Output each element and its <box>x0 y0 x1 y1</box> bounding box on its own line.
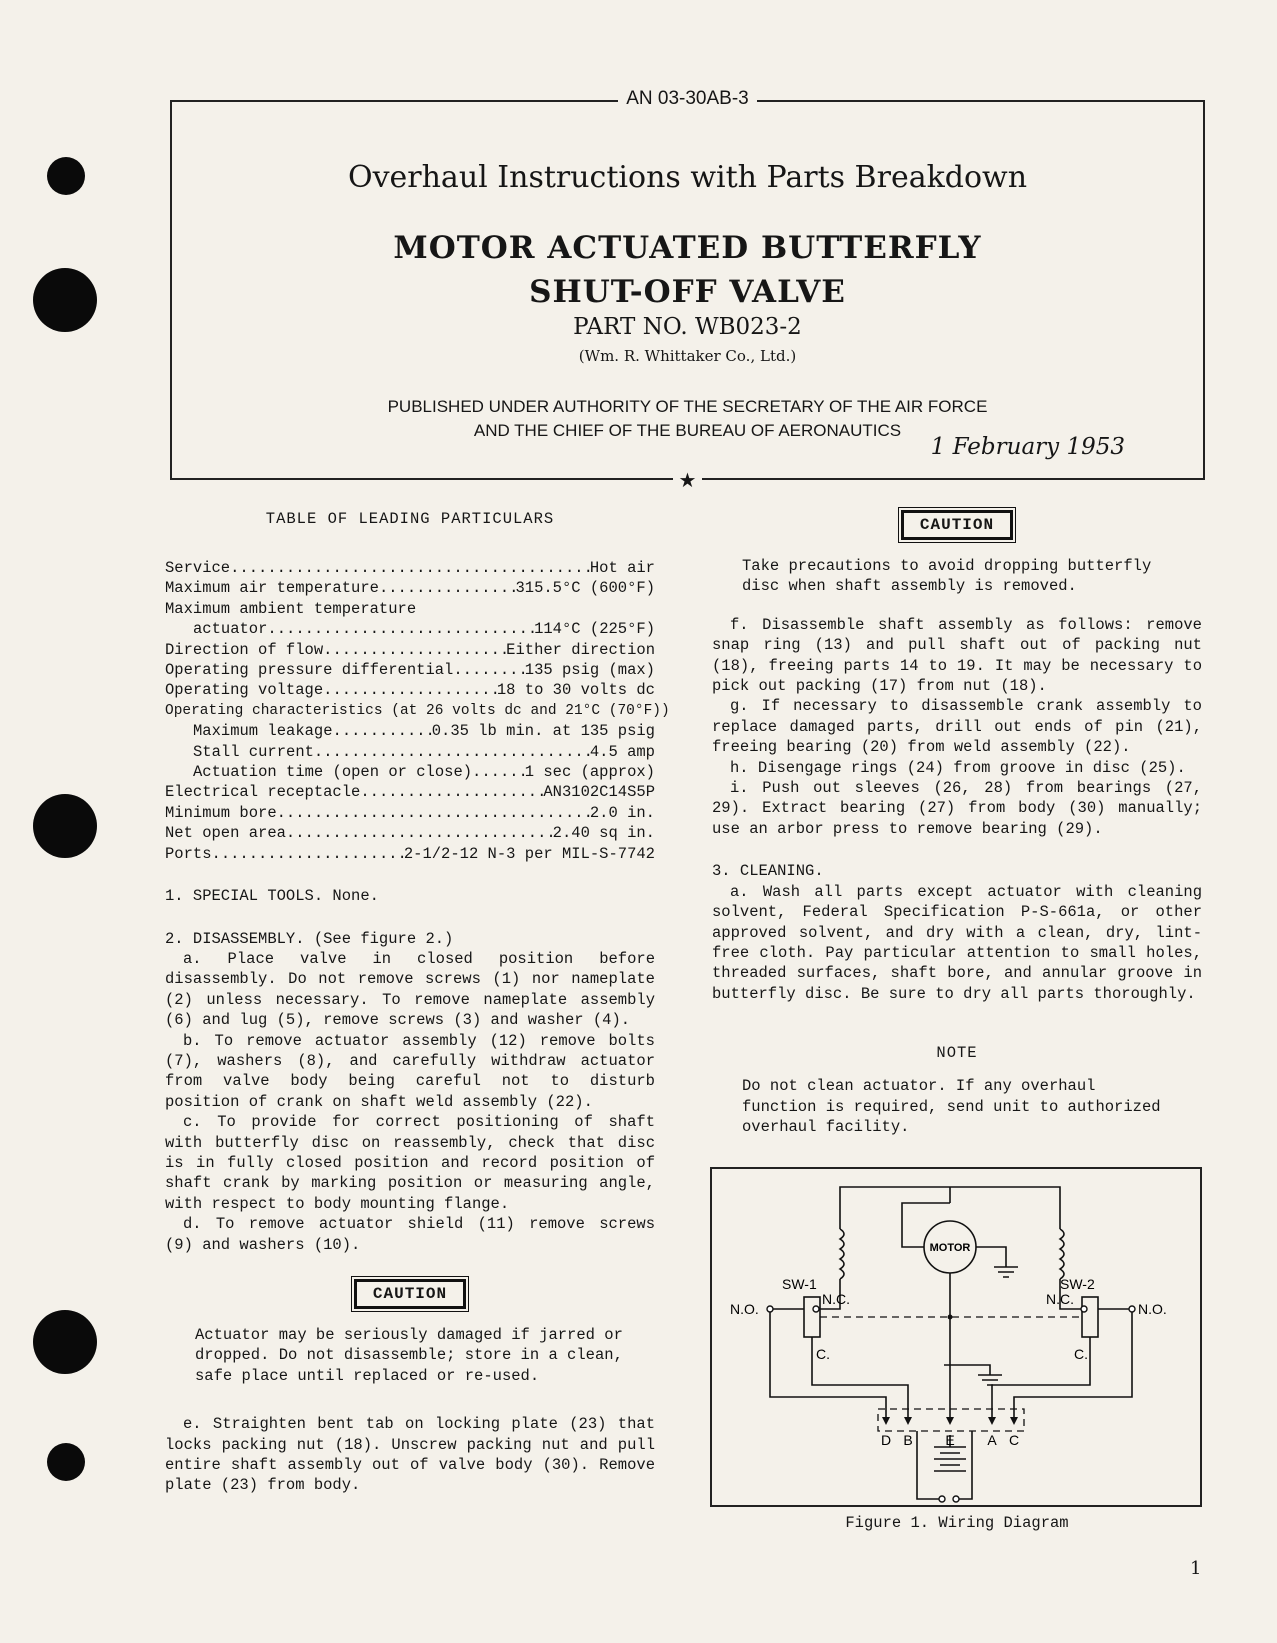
particular-row: Actuation time (open or close) ..... 1 sec (approx) <box>165 762 655 782</box>
disassembly-step-b: b. To remove actuator assembly (12) remove bolts (7), washers (8), and carefully withdraw actuator from valve body being careful not to disturb position of crank on shaft weld assembly (22). <box>165 1031 655 1111</box>
particular-row: Maximum ambient temperature <box>165 599 417 618</box>
pin-d-label: D <box>880 1432 892 1448</box>
note-label: NOTE <box>936 1044 978 1063</box>
disassembly-step-f: f. Disassemble shaft assembly as follows: remove snap ring (13) and pull shaft out of packing nut (18), freeing parts 14 to 19. It may be necessary to pick out packing (17) from nut (18). <box>712 615 1202 696</box>
title-block <box>170 88 1205 492</box>
binder-hole <box>33 268 97 332</box>
figure-caption: Figure 1. Wiring Diagram <box>845 1514 1069 1532</box>
motor-label: MOTOR <box>929 1242 971 1254</box>
sw1-normally-open-label: N.O. <box>730 1301 759 1317</box>
publication-date: 1 February 1953 <box>930 434 1125 460</box>
caution-text: Actuator may be seriously damaged if jarred or dropped. Do not disassemble; store in a clean, safe place until replaced or re-used. <box>195 1326 623 1385</box>
page-number: 1 <box>1190 1558 1202 1579</box>
right-column <box>712 510 1202 1137</box>
particular-row: Maximum leakage ..... 0.35 lb min. at 135 psig <box>165 721 655 741</box>
wiring-diagram-svg <box>712 1169 1200 1505</box>
binder-hole <box>33 1310 97 1374</box>
particular-row: Ports ..... 2-1/2-12 N-3 per MIL-S-7742 <box>165 844 655 864</box>
caution-label: CAUTION <box>901 510 1013 540</box>
cleaning-heading: 3. CLEANING. <box>712 862 824 881</box>
document-number: AN 03-30AB-3 <box>618 88 757 109</box>
leading-particulars-heading: TABLE OF LEADING PARTICULARS <box>265 510 555 528</box>
sw1-normally-closed-label: N.C. <box>822 1291 850 1307</box>
caution-label: CAUTION <box>354 1279 466 1309</box>
sw2-label: SW-2 <box>1060 1276 1095 1292</box>
disassembly-step-i: i. Push out sleeves (26, 28) from bearings (27, 29). Extract bearing (27) from body (30) manually; use an arbor press to remove bearing (29). <box>712 779 1202 838</box>
disassembly-step-d: d. To remove actuator shield (11) remove screws (9) and washers (10). <box>165 1215 655 1254</box>
particular-row: Net open area ..... 2.40 sq in. <box>165 823 655 843</box>
sw2-normally-closed-label: N.C. <box>1046 1291 1074 1307</box>
cleaning-step-a: a. Wash all parts except actuator with cleaning solvent, Federal Specification P-S-661a, or other approved solvent, and dry with a clean, dry, lint-free cloth. Pay particular attention to small holes, threaded surfaces, shaft bore, and annular groove in butterfly disc. Be sure to dry all parts thoroughly. <box>712 882 1202 1003</box>
part-number: PART NO. WB023-2 <box>573 314 802 340</box>
disassembly-step-c: c. To provide for correct positioning of shaft with butterfly disc on reassembly, check that disc is in fully closed position and record position of shaft crank by marking position or measuring angle, with respect to body mounting flange. <box>165 1113 655 1213</box>
pin-c-label: C <box>1008 1432 1020 1448</box>
pin-b-label: B <box>903 1432 913 1448</box>
disassembly-heading: 2. DISASSEMBLY. (See figure 2.) <box>165 929 454 948</box>
manufacturer: (Wm. R. Whittaker Co., Ltd.) <box>578 347 797 365</box>
document-subtitle: Overhaul Instructions with Parts Breakdown <box>347 160 1028 195</box>
document-title-line2: SHUT-OFF VALVE <box>529 274 846 310</box>
pin-a-label: A <box>987 1432 997 1448</box>
disassembly-step-h: h. Disengage rings (24) from groove in disc (25). <box>730 758 1186 777</box>
left-column <box>165 510 670 1496</box>
particular-row: Electrical receptacle ..... AN3102C14S5P <box>165 782 655 802</box>
disassembly-step-e: e. Straighten bent tab on locking plate (23) that locks packing nut (18). Unscrew packing nut and pull entire shaft assembly out of valve body (30). Remove plate (23) from body. <box>165 1415 655 1495</box>
particular-row: Minimum bore ..... 2.0 in. <box>165 803 655 823</box>
note-text: Do not clean actuator. If any overhaul function is required, send unit to authorized overhaul facility. <box>742 1077 1161 1136</box>
sw2-common-label: C. <box>1074 1346 1088 1362</box>
particular-row: Maximum air temperature ..... 315.5°C (600°F) <box>165 578 655 598</box>
binder-hole <box>33 794 97 858</box>
sw2-normally-open-label: N.O. <box>1138 1301 1167 1317</box>
particular-row: Operating characteristics (at 26 volts dc and 21°C (70°F)) <box>165 702 670 719</box>
disassembly-step-g: g. If necessary to disassemble crank assembly to replace damaged parts, drill out ends of pin (21), freeing bearing (20) from weld assembly (22). <box>712 697 1202 757</box>
star-icon: ★ <box>673 468 703 492</box>
caution-text: Take precautions to avoid dropping butterfly disc when shaft assembly is removed. <box>742 557 1152 596</box>
special-tools-section: 1. SPECIAL TOOLS. None. <box>165 887 379 906</box>
particular-row: Stall current ..... 4.5 amp <box>165 742 655 762</box>
particular-row: Direction of flow ..... Either direction <box>165 640 655 660</box>
binder-hole <box>47 157 85 195</box>
particular-row: Operating voltage ..... 18 to 30 volts dc <box>165 680 655 700</box>
pin-e-label: E <box>945 1432 955 1448</box>
particular-row: Service ..... Hot air <box>165 558 655 578</box>
document-title-line1: MOTOR ACTUATED BUTTERFLY <box>393 230 982 266</box>
particular-row: Operating pressure differential ..... 135 psig (max) <box>165 660 655 680</box>
binder-hole <box>47 1443 85 1481</box>
wiring-diagram <box>710 1167 1202 1507</box>
publication-authority: PUBLISHED UNDER AUTHORITY OF THE SECRETARY OF THE AIR FORCE AND THE CHIEF OF THE BUREAU OF AERONAUTICS <box>387 397 988 440</box>
sw1-common-label: C. <box>816 1346 830 1362</box>
particular-row: actuator ..... 114°C (225°F) <box>165 619 655 639</box>
sw1-label: SW-1 <box>782 1276 817 1292</box>
disassembly-step-a: a. Place valve in closed position before disassembly. Do not remove screws (1) nor nameplate (2) unless necessary. To remove nameplate assembly (6) and lug (5), remove screws (3) and washer (4). <box>165 949 655 1030</box>
